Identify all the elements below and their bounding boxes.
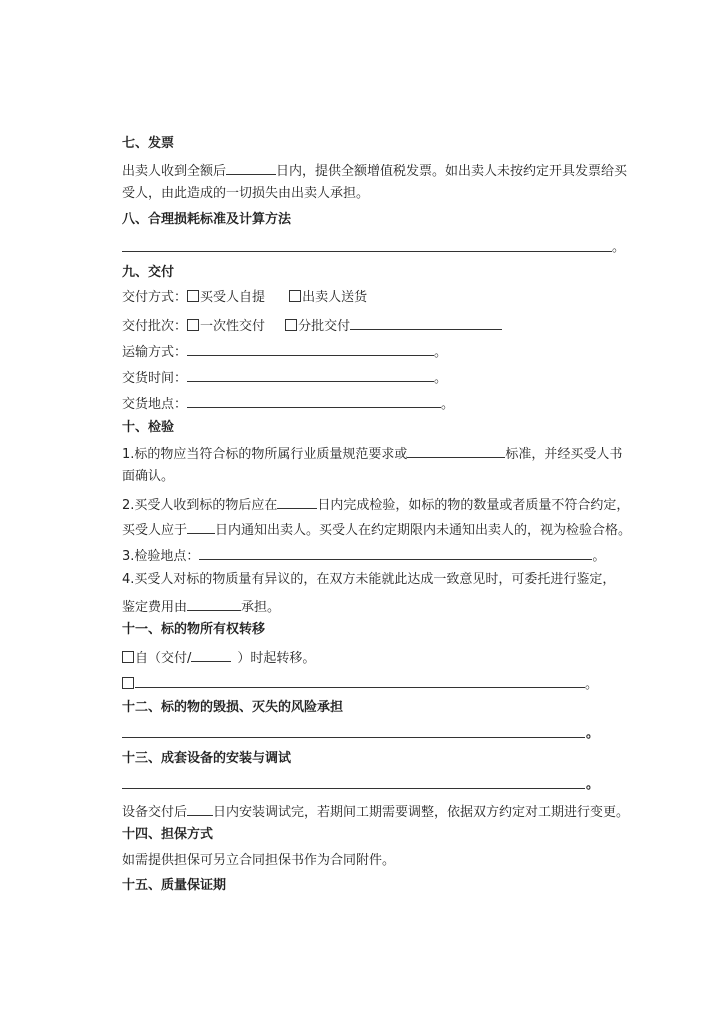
blank-inspection-place[interactable] [199,545,592,560]
s11-option-1 [122,647,315,668]
transport-label: 运输方式： [122,345,188,360]
s10-para-1-cont: 面确认。 [122,469,175,484]
s11-opt1-a: 自（交付/ [135,651,192,666]
period: 。 [585,677,599,692]
checkbox-buyer-pickup[interactable] [187,290,199,302]
checkbox-once[interactable] [187,319,199,331]
s13-para-1 [122,801,629,822]
period: 。 [592,549,606,564]
s12-period: 。 [586,726,600,741]
s10-para-1 [122,443,622,464]
s10-p1-a: 1.标的物应当符合标的物所属行业质量规范要求或 [122,447,408,462]
section-9-title: 九、交付 [122,265,175,280]
s10-para-4-cont [122,596,280,617]
s10-p2-d: 日内通知出卖人。买受人在约定期限内未通知出卖人的，视为检验合格。 [215,523,632,538]
s11-opt1-b: ）时起转移。 [237,651,316,666]
s13-blank-line[interactable] [122,788,585,789]
s13-period: 。 [586,777,600,792]
checkbox-ownership-1[interactable] [122,651,134,663]
s10-p4-b: 鉴定费用由 [122,600,188,615]
blank-delivery-place[interactable] [187,393,441,408]
delivery-place-row [122,393,454,414]
s7-text-b: 日内，提供全额增值税发票。如出卖人未按约定开具发票给买 [276,164,628,179]
blank-fee-bearer[interactable] [187,596,241,611]
period: 。 [434,345,448,360]
opt-once: 一次性交付 [200,319,266,334]
s10-p4-c: 承担。 [241,600,281,615]
blank-transport[interactable] [187,341,434,356]
opt-split: 分批交付 [298,319,351,334]
s7-para-1 [122,160,627,181]
s14-para-1: 如需提供担保可另立合同担保书作为合同附件。 [122,853,396,868]
period: 。 [441,397,455,412]
s10-para-2 [122,494,629,515]
s10-p2-a: 2.买受人收到标的物后应在 [122,498,278,513]
inspection-place-label: 3.检验地点： [122,549,200,564]
s10-para-3 [122,545,605,566]
s10-para-2-cont [122,519,631,540]
delivery-place-label: 交货地点： [122,397,188,412]
blank-ownership-event[interactable] [191,647,231,662]
transport-row [122,341,447,362]
s7-text-a: 出卖人收到全额后 [122,164,227,179]
section-10-title: 十、检验 [122,420,175,435]
blank-delivery-time[interactable] [187,367,434,382]
delivery-method-label: 交付方式： [122,290,188,305]
blank-days[interactable] [226,160,276,175]
opt-seller-delivery: 出卖人送货 [302,290,368,305]
blank-standard[interactable] [407,443,505,458]
checkbox-ownership-2[interactable] [122,677,134,689]
s7-para-2: 受人，由此造成的一切损失由出卖人承担。 [122,186,370,201]
section-12-title: 十二、标的物的毁损、灭失的风险承担 [122,700,344,715]
section-8-title: 八、合理损耗标准及计算方法 [122,212,292,227]
delivery-batch-label: 交付批次： [122,319,188,334]
section-14-title: 十四、担保方式 [122,827,214,842]
s12-blank-line[interactable] [122,737,585,738]
delivery-method-row [122,289,367,307]
section-7-title: 七、发票 [122,136,175,151]
s11-option-2 [122,673,598,694]
s8-blank-line[interactable] [122,251,612,252]
checkbox-split[interactable] [285,319,297,331]
s8-period: 。 [612,240,626,255]
section-13-title: 十三、成套设备的安装与调试 [122,751,292,766]
s10-p1-b: 标准，并经买受人书 [505,447,623,462]
section-15-title: 十五、质量保证期 [122,878,227,893]
blank-inspection-days[interactable] [277,494,317,509]
blank-notify-days[interactable] [187,519,215,534]
s13-p1-b: 日内安装调试完，若期间工期需要调整，依据双方约定对工期进行变更。 [213,805,630,820]
s10-p2-c: 买受人应于 [122,523,188,538]
s13-p1-a: 设备交付后 [122,805,188,820]
opt-buyer-pickup: 买受人自提 [200,290,266,305]
delivery-time-label: 交货时间： [122,371,188,386]
blank-ownership-other[interactable] [135,673,585,688]
delivery-batch-row [122,315,502,336]
blank-split-detail[interactable] [350,315,502,330]
checkbox-seller-delivery[interactable] [289,290,301,302]
blank-install-days[interactable] [187,801,213,816]
delivery-time-row [122,367,447,388]
s10-para-4: 4.买受人对标的物质量有异议的，在双方未能就此达成一致意见时，可委托进行鉴定， [122,572,616,587]
s10-p2-b: 日内完成检验，如标的物的数量或者质量不符合约定， [317,498,630,513]
section-11-title: 十一、标的物所有权转移 [122,622,266,637]
period: 。 [434,371,448,386]
